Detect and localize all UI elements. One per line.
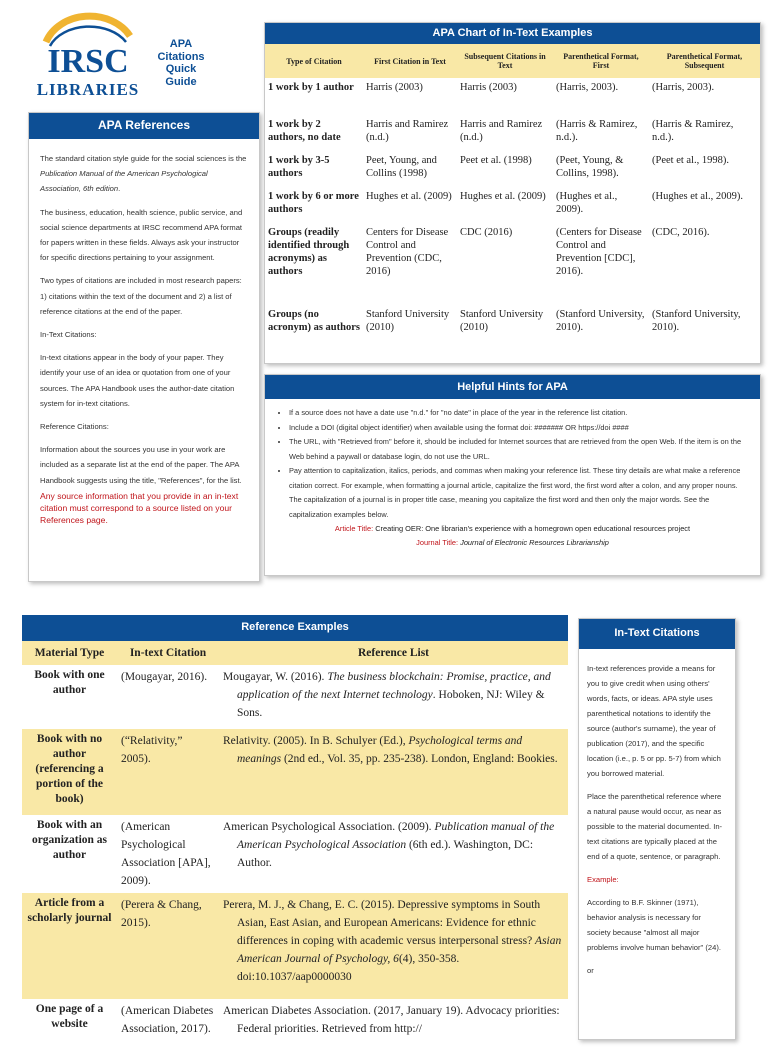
- table-cell: (Peet, Young, & Collins, 1998).: [556, 155, 624, 179]
- table-cell: (CDC, 2016).: [652, 227, 710, 238]
- table-cell: Centers for Disease Control and Prevention (CDC, 2016): [366, 227, 449, 277]
- article-title-value: Creating OER: One librarian's experience with a homegrown open educational resources project: [375, 524, 691, 533]
- reference-entry: American Psychological Association. (2009). Publication manual of the American Psychological Association (6th ed.). Washington, DC: Author.: [223, 821, 555, 869]
- table-row: [22, 999, 568, 1059]
- table-row: [22, 815, 568, 893]
- intext-citation: (American Diabetes Association, 2017).: [121, 1005, 214, 1035]
- intext-example: According to B.F. Skinner (1971), behavior analysis is necessary for society because "almost all major problems involve human behavior" (24).: [587, 898, 721, 952]
- table-cell: (Stanford University, 2010).: [556, 309, 645, 333]
- references-departments: The business, education, health science, public service, and social science departments at IRSC recommend APA format for papers written in these fields. Always ask your instructor for specific directions pertaining to your assignment.: [40, 207, 243, 263]
- column-header: Material Type: [22, 641, 117, 665]
- intext-citation: (“Relativity,” 2005).: [121, 735, 183, 765]
- table-cell: (Harris & Ramirez, n.d.).: [652, 119, 734, 143]
- apa-references-panel: [28, 112, 260, 582]
- intext-citation: (Mougayar, 2016).: [121, 671, 208, 683]
- reference-citations-description: Information about the sources you use in your work are included as a separate list at the end of the paper. The APA Handbook suggests using the title, "References", for the list.: [40, 445, 242, 485]
- citation-type: Groups (no acronym) as authors: [268, 309, 360, 333]
- column-header: Parenthetical Format, First: [553, 44, 649, 78]
- column-header: Type of Citation: [265, 44, 363, 78]
- guide-title-line: Citations: [157, 50, 205, 63]
- guide-title-line: APA: [169, 38, 193, 50]
- intext-citations-panel: [578, 618, 736, 1040]
- table-cell: (Hughes et al., 2009).: [652, 191, 743, 202]
- reference-entry: Perera, M. J., & Chang, E. C. (2015). Depressive symptoms in South Asian, East Asian, and European Americans: Evidence for ethnic differences in coping with academic versus interpersonal stress? Asian American Journal of Psychology, 6(4), 350-358. doi:10.1037/aap0000030: [223, 899, 562, 983]
- material-type: Article from a scholarly journal: [27, 897, 112, 924]
- citation-type: 1 work by 6 or more authors: [268, 191, 359, 215]
- references-citation-types: Two types of citations are included in most research papers: 1) citations within the text of the document and 2) a list of reference citations at the end of the paper.: [40, 276, 242, 316]
- intext-examples-chart: [264, 22, 761, 364]
- table-cell: (Peet et al., 1998).: [652, 155, 729, 166]
- intext-citations-description: In-text citations appear in the body of your paper. They identify your use of an idea or quotation from one of your sources. The APA Handbook uses the author-date citation system for in-text citations.: [40, 353, 235, 408]
- table-row: [22, 665, 568, 729]
- citation-type: Groups (readily identified through acronyms) as authors: [268, 227, 350, 277]
- table-cell: (Harris, 2003).: [556, 82, 619, 93]
- table-cell: Peet, Young, and Collins (1998): [366, 155, 437, 179]
- table-row: [265, 78, 760, 115]
- hint-item: • The URL, with "Retrieved from" before it, should be included for Internet sources that are retrieved from the open Web. If the item is on the Web behind a paywall or database login, do not use the URL.: [289, 435, 752, 464]
- journal-title-label: Journal Title:: [416, 538, 459, 547]
- table-header-row: [22, 641, 568, 665]
- table-row: [265, 187, 760, 223]
- reference-citations-label: Reference Citations:: [40, 422, 109, 432]
- logo-text: IRSC: [47, 43, 129, 80]
- journal-title-value: Journal of Electronic Resources Librarianship: [460, 538, 609, 547]
- references-intro: The standard citation style guide for the social sciences is the Publication Manual of the American Psychological Association, 6th edition.: [40, 154, 247, 194]
- reference-examples-table: [22, 641, 568, 1059]
- column-header: First Citation in Text: [363, 44, 457, 78]
- intext-examples-table: [265, 44, 760, 349]
- article-title-label: Article Title:: [334, 524, 374, 533]
- article-title-example: [265, 522, 760, 536]
- logo-graphic: [32, 12, 144, 100]
- table-cell: Peet et al. (1998): [460, 155, 532, 166]
- table-cell: CDC (2016): [460, 227, 513, 238]
- table-cell: Harris and Ramirez (n.d.): [460, 119, 543, 143]
- table-cell: Harris (2003): [366, 82, 423, 93]
- column-header: Reference List: [219, 641, 568, 665]
- table-row: [22, 729, 568, 815]
- material-type: Book with an organization as author: [31, 819, 108, 861]
- hint-item: • If a source does not have a date use "n.d." for "no date" in place of the year in the reference list citation.: [289, 406, 752, 421]
- guide-title-line: Quick: [165, 63, 197, 75]
- journal-title-example: [265, 536, 760, 550]
- guide-title: [150, 38, 212, 88]
- references-warning: Any source information that you provide in an in-text citation must correspond to a source listed on your References page.: [40, 490, 239, 525]
- chart-header: APA Chart of In-Text Examples: [265, 23, 760, 44]
- helpful-hints-panel: [264, 374, 761, 576]
- intext-or: or: [587, 966, 594, 975]
- intext-placement: Place the parenthetical reference where a natural pause would occur, as near as possible to the material documented. In-text citations are typically placed at the end of a quote, sentence, or paragraph.: [587, 792, 723, 861]
- intext-citation: (Perera & Chang, 2015).: [121, 899, 202, 929]
- table-row: [265, 223, 760, 305]
- table-cell: Stanford University (2010): [366, 309, 450, 333]
- example-label: Example:: [587, 875, 619, 884]
- reference-entry: Relativity. (2005). In B. Schulyer (Ed.), Psychological terms and meanings (2nd ed., Vol. 35, pp. 235-238). London, England: Bookies.: [223, 735, 558, 765]
- citation-type: 1 work by 3-5 authors: [268, 155, 330, 179]
- intext-citation: (American Psychological Association [APA], 2009).: [121, 821, 211, 887]
- intext-citations-header: In-Text Citations: [579, 619, 735, 649]
- table-cell: (Harris, 2003).: [652, 82, 715, 93]
- table-cell: Hughes et al. (2009): [460, 191, 546, 202]
- hints-list: [279, 406, 752, 522]
- material-type: One page of a website: [35, 1003, 104, 1030]
- table-row: [265, 305, 760, 349]
- table-cell: (Harris & Ramirez, n.d.).: [556, 119, 638, 143]
- material-type: Book with one author: [34, 669, 105, 696]
- table-row: [265, 115, 760, 151]
- column-header: Subsequent Citations in Text: [457, 44, 553, 78]
- logo-subtext: LIBRARIES: [36, 80, 140, 99]
- reference-entry: American Diabetes Association. (2017, January 19). Advocacy priorities: Federal priorities. Retrieved from http://: [223, 1005, 560, 1035]
- citation-type: 1 work by 1 author: [268, 82, 354, 93]
- table-row: [265, 151, 760, 187]
- guide-title-line: Guide: [165, 75, 197, 88]
- irsc-libraries-logo: [32, 12, 144, 100]
- column-header: Parenthetical Format, Subsequent: [649, 44, 760, 78]
- table-cell: Stanford University (2010): [460, 309, 544, 333]
- table-cell: (Centers for Disease Control and Prevention [CDC], 2016).: [556, 227, 642, 277]
- table-cell: Hughes et al. (2009): [366, 191, 452, 202]
- hint-item: • Pay attention to capitalization, italics, periods, and commas when making your reference list. These tiny details are what make a reference citation correct. For example, when formatting a journal article, capitalize the first word, the first word after a colon, and any proper nouns. The capitalization of a journal is in proper title case, meaning you capitalize the first word and then only the major words. See the capitalization examples below.: [289, 464, 752, 522]
- table-cell: (Stanford University, 2010).: [652, 309, 741, 333]
- intext-purpose: In-text references provide a means for you to give credit when using others' words, facts, or ideas. APA style uses parenthetical notations to identify the source (author's surname), the year of publication (2017), and the specific location (i.e., p. 5 or pp. 5-7) from which you borrowed material.: [587, 664, 721, 778]
- reference-entry: Mougayar, W. (2016). The business blockchain: Promise, practice, and application of the next Internet technology. Hoboken, NJ: Wiley & Sons.: [223, 671, 551, 719]
- apa-references-header: APA References: [29, 113, 259, 139]
- material-type: Book with no author (referencing a portion of the book): [35, 733, 104, 805]
- table-header-row: [265, 44, 760, 78]
- citation-type: 1 work by 2 authors, no date: [268, 119, 341, 143]
- table-cell: Harris and Ramirez (n.d.): [366, 119, 449, 143]
- table-cell: (Hughes et al., 2009).: [556, 191, 618, 215]
- intext-citations-label: In-Text Citations:: [40, 330, 97, 340]
- reference-examples-header: Reference Examples: [22, 615, 568, 641]
- table-cell: Harris (2003): [460, 82, 517, 93]
- table-row: [22, 893, 568, 999]
- column-header: In-text Citation: [117, 641, 219, 665]
- hint-item: • Include a DOI (digital object identifier) when available using the format doi: ####### OR https://doi ####: [289, 421, 752, 436]
- hints-header: Helpful Hints for APA: [265, 375, 760, 399]
- reference-examples-panel: [22, 615, 568, 1035]
